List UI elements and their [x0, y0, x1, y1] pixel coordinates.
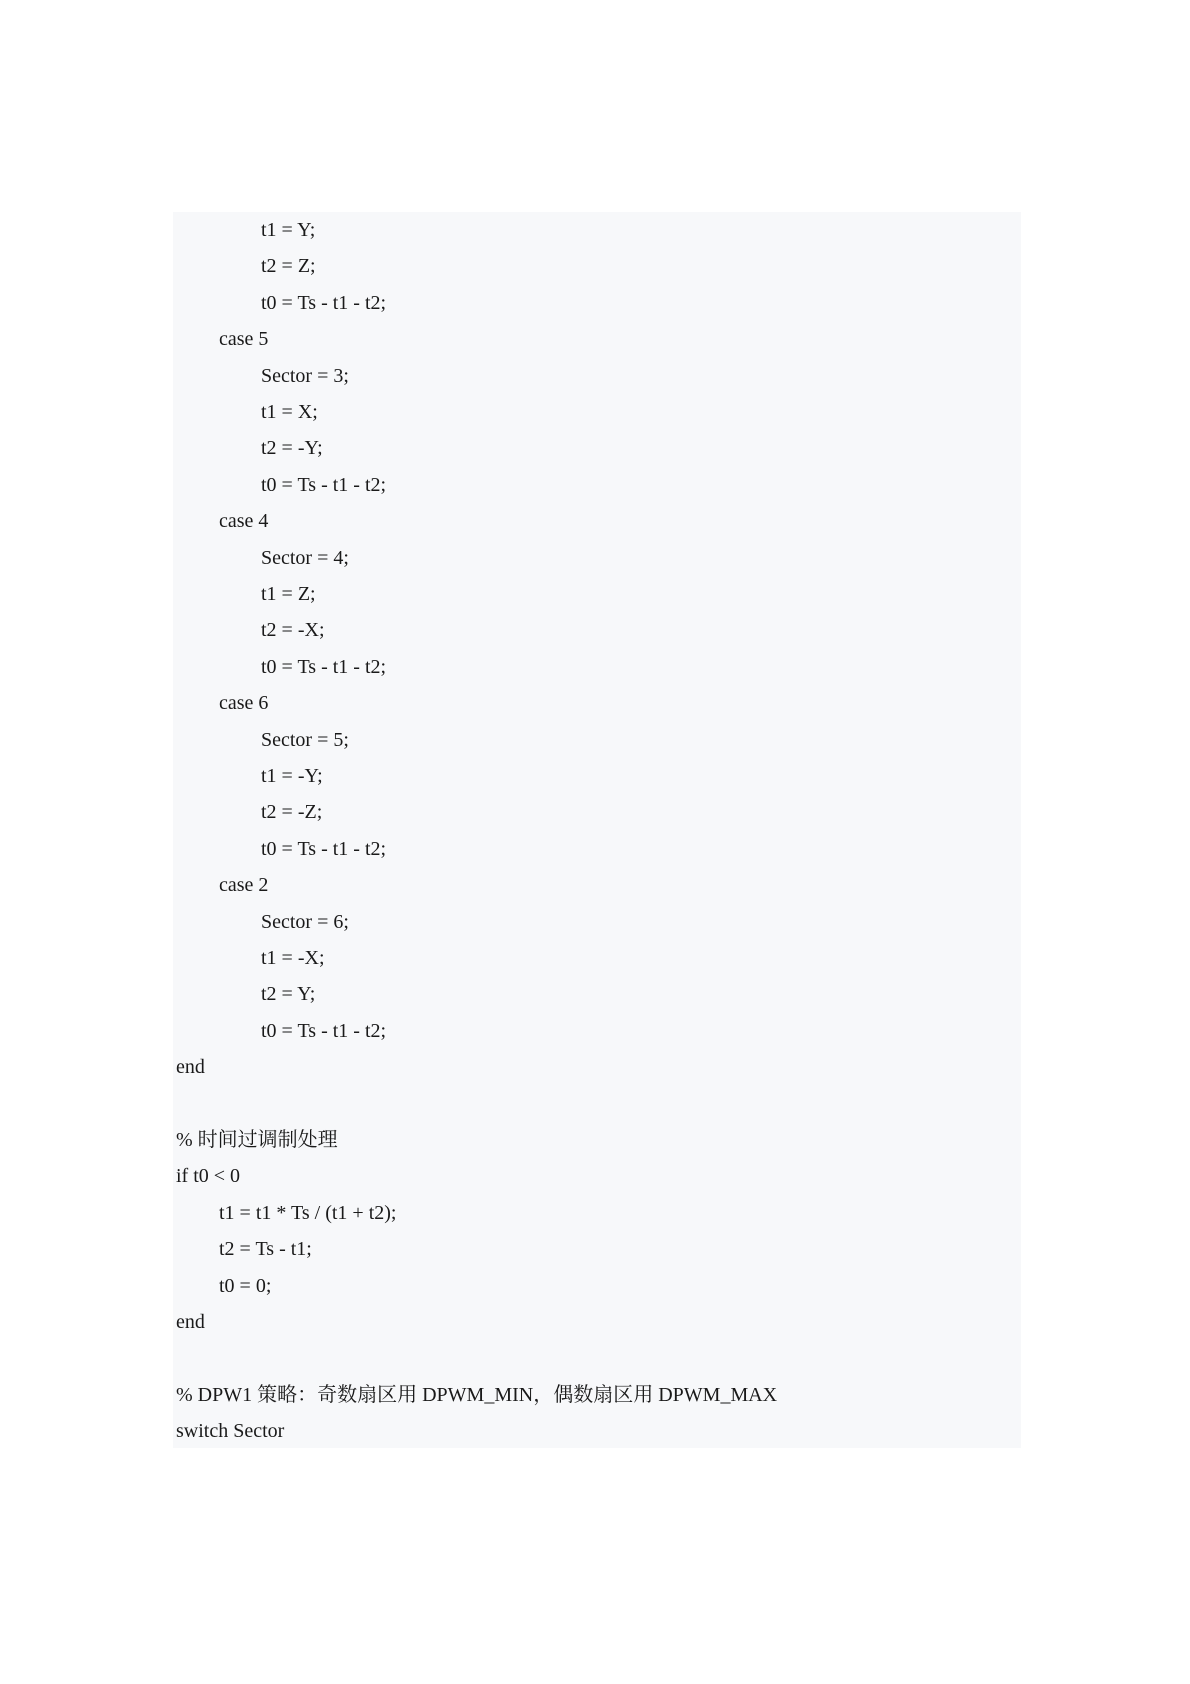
code-line: t0 = Ts - t1 - t2;	[261, 837, 387, 860]
code-line: t1 = X;	[261, 401, 318, 423]
code-line: t2 = Y;	[261, 983, 316, 1006]
code-line: t1 = -X;	[261, 947, 325, 969]
code-line: % 时间过调制处理	[176, 1129, 338, 1151]
code-line: t2 = Ts - t1;	[219, 1238, 312, 1261]
code-line: t1 = t1 * Ts / (t1 + t2);	[219, 1201, 397, 1224]
code-line: end	[176, 1056, 205, 1079]
code-line: t0 = Ts - t1 - t2;	[261, 1019, 387, 1042]
code-line: case 6	[219, 692, 269, 715]
code-line: t1 = Z;	[261, 583, 316, 605]
code-line: t2 = Z;	[261, 255, 316, 278]
code-line: Sector = 4;	[261, 546, 349, 569]
code-line: t0 = Ts - t1 - t2;	[261, 655, 387, 678]
code-line: end	[176, 1311, 205, 1333]
code-line: Sector = 6;	[261, 910, 349, 933]
code-line: Sector = 3;	[261, 364, 349, 387]
code-line: t2 = -Z;	[261, 801, 323, 824]
code-block	[173, 212, 1021, 1448]
code-line: t0 = Ts - t1 - t2;	[261, 473, 387, 496]
code-line: t2 = -Y;	[261, 437, 323, 460]
code-line: case 2	[219, 874, 269, 897]
code-line: t0 = Ts - t1 - t2;	[261, 291, 387, 314]
code-line: case 4	[219, 510, 269, 533]
code-line: t2 = -X;	[261, 619, 325, 642]
code-line: case 5	[219, 328, 269, 351]
code-line: switch Sector	[176, 1420, 285, 1443]
code-line: t1 = -Y;	[261, 765, 323, 787]
code-line: % DPW1 策略：奇数扇区用 DPWM_MIN，偶数扇区用 DPWM_MAX	[176, 1383, 778, 1406]
code-line: Sector = 5;	[261, 728, 349, 751]
code-line: if t0 < 0	[176, 1165, 241, 1188]
code-line: t1 = Y;	[261, 219, 316, 241]
code-line: t0 = 0;	[219, 1274, 272, 1297]
